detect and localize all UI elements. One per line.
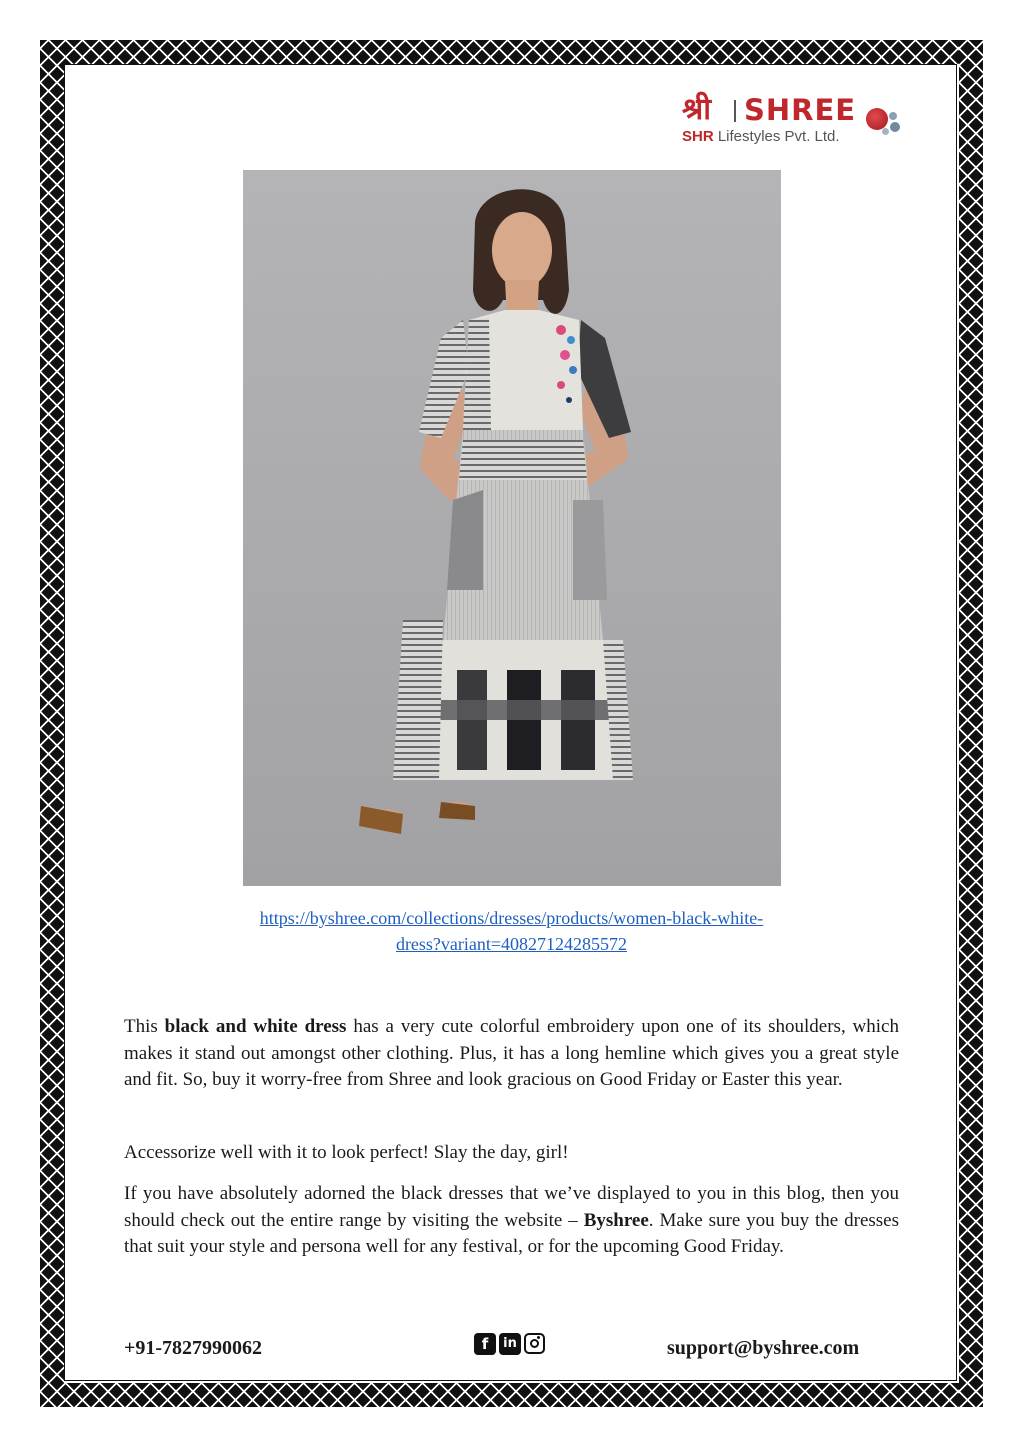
product-link-line1[interactable]: https://byshree.com/collections/dresses/products/women-black-white-: [259, 908, 764, 928]
social-icons: [474, 1333, 548, 1357]
product-link-line2[interactable]: dress?variant=40827124285572: [395, 934, 628, 954]
footer-email[interactable]: support@byshree.com: [667, 1337, 860, 1359]
frame-top-border: [40, 40, 983, 64]
p3-bold-brand: Byshree: [583, 1209, 649, 1231]
paragraph-call-to-action: [124, 1181, 899, 1261]
frame-left-border: [40, 40, 64, 1407]
logo-name: SHREE: [744, 93, 857, 127]
paragraph-dress-description: [124, 1014, 899, 1094]
frame-bottom-border: [40, 1383, 983, 1407]
p3-after: . Make sure you buy the dresses that suit your style and persona well for any festival, or for the upcoming Good Friday.: [124, 1209, 899, 1257]
logo-separator: [734, 100, 736, 122]
p1-rest: has a very cute colorful embroidery upon one of its shoulders, which makes it stand out amongst other clothing. Plus, it has a long hemline which gives you a great style and fit. So, buy it worry-free from Shree and look gracious on Good Friday or Easter this year.: [124, 1016, 899, 1090]
footer-phone[interactable]: +91-7827990062: [124, 1337, 263, 1359]
product-link[interactable]: [150, 905, 873, 957]
instagram-icon[interactable]: [524, 1333, 545, 1354]
brand-logo: [682, 92, 912, 152]
product-photo: [243, 170, 781, 886]
p1-intro: This: [124, 1016, 165, 1037]
logo-tagline-bold: SHR: [682, 128, 714, 145]
p3-before: If you have absolutely adorned the black dresses that we’ve displayed to you in this blog, then you should check out the entire range by visiting the website –: [124, 1183, 899, 1231]
dress-model-illustration: [243, 170, 781, 886]
logo-tagline: [682, 128, 840, 145]
logo-flower-icon: [866, 108, 900, 138]
linkedin-icon[interactable]: in: [499, 1333, 521, 1355]
logo-tagline-rest: Lifestyles Pvt. Ltd.: [713, 128, 840, 145]
paragraph-accessorize: Accessorize well with it to look perfect! Slay the day, girl!: [124, 1142, 569, 1163]
facebook-icon[interactable]: f: [474, 1333, 496, 1355]
logo-devanagari-text: श्री: [682, 92, 712, 127]
p1-bold-keyword: black and white dress: [164, 1016, 347, 1037]
frame-right-border: [959, 40, 983, 1407]
